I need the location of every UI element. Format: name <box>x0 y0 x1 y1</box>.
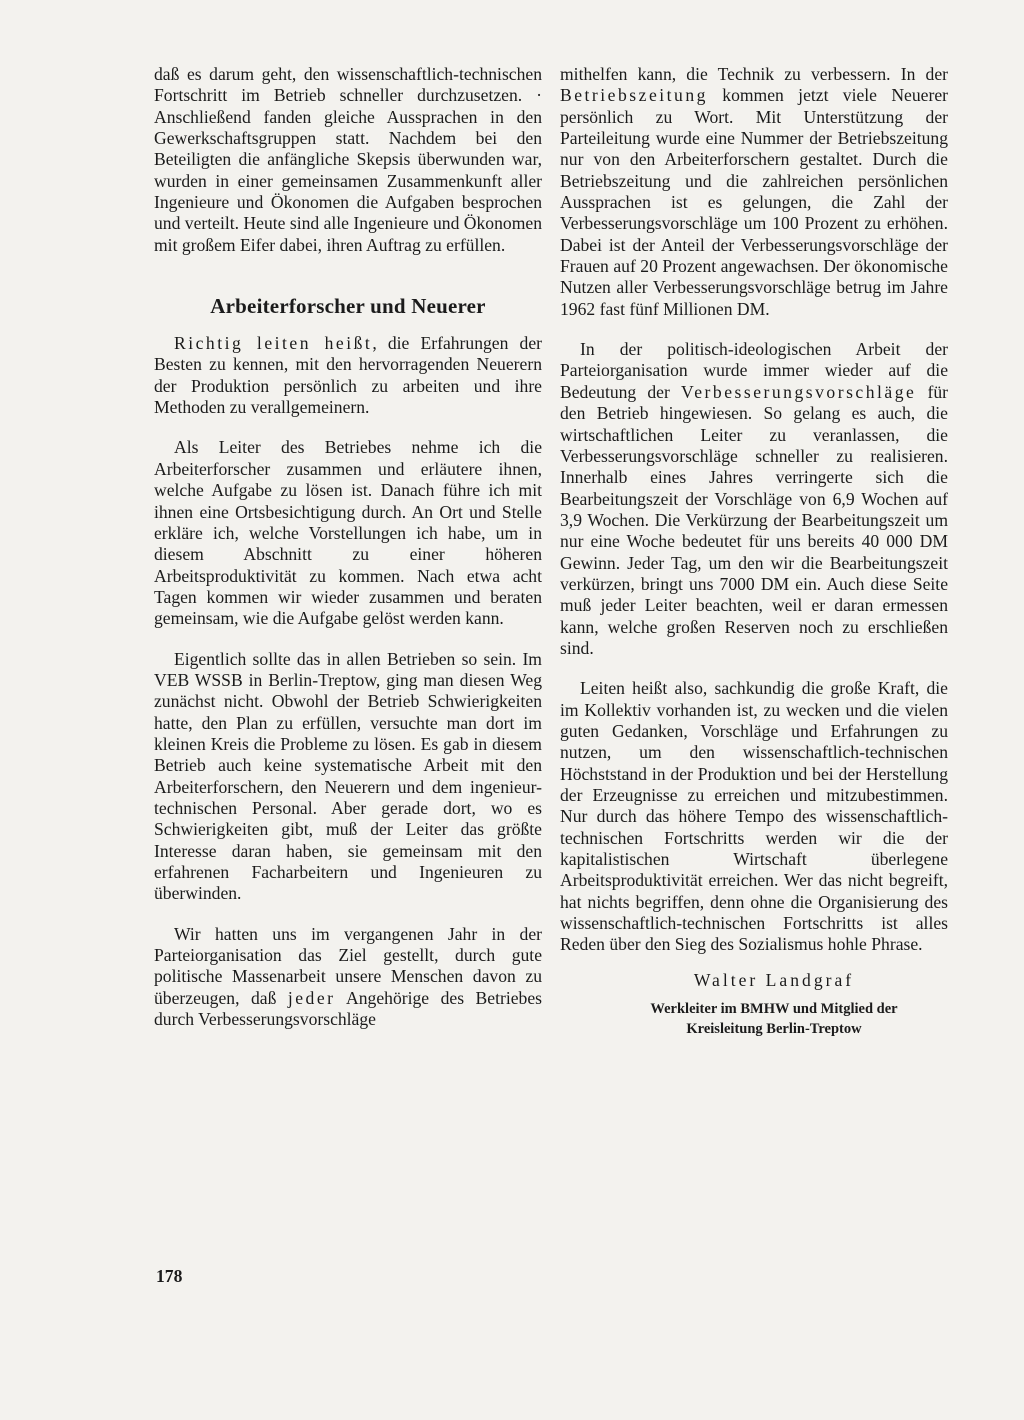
paragraph-text: für den Betrieb hingewiesen. So gelang es auch, die wirtschaftlichen Leiter zu veranlassen, die Verbesserungsvorschläge schneller zu realisieren. Innerhalb eines Jahres verringerte sich die Bearbeitungszeit der Vorschläge von 6,9 Wochen auf 3,9 Wochen. Die Verkürzung der Bearbeitungszeit um nur eine Woche bedeutet für uns bereits 40 000 DM Gewinn. Jeder Tag, um den wir die Bearbeitungszeit verkürzen, bringt uns 7000 DM ein. Auch diese Seite muß jeder Leiter beachten, weil er daran ermessen kann, welche großen Reserven noch zu erschließen sind. <box>560 381 948 658</box>
emphasized-text: Verbesserungsvorschläge <box>680 381 917 402</box>
paragraph: Leiten heißt also, sachkundig die große Kraft, die im Kollektiv vorhanden ist, zu wecken und die vielen guten Gedanken, Vorschläge und Erfahrungen zu nutzen, um den wissenschaftlich-technischen Höchststand in der Produktion und bei der Herstellung der Erzeugnisse zu erreichen und mitzubestimmen. Nur durch das höhere Tempo des wissenschaftlich-technischen Fortschritts werden wir die der kapitalistischen Wirtschaft überlegene Arbeitsproduktivität erreichen. Wer das nicht begreift, hat nichts begriffen, denn ohne die Organisierung des wissenschaftlich-technischen Fortschritts ist alles Reden über den Sieg des Sozialismus hohle Phrase. <box>560 678 948 955</box>
emphasized-text: Betriebszeitung <box>560 85 708 106</box>
paragraph-text: , die Erfahrungen der Besten zu kennen, mit den hervorragenden Neuerern der Produktion persönlich zu arbeiten und ihre Methoden zu verallgemeinern. <box>154 333 543 418</box>
paragraph <box>154 333 542 418</box>
emphasized-text: Richtig leiten heißt <box>174 333 373 354</box>
paragraph <box>560 64 948 320</box>
signature-name: Walter Landgraf <box>693 969 855 990</box>
signature-role-line: Kreisleitung Berlin-Treptow <box>686 1020 862 1037</box>
emphasized-text: jeder <box>287 987 336 1008</box>
paragraph-text: In der politisch-ideologischen Arbeit der Parteiorganisation wurde immer wieder auf die Bedeutung der <box>560 339 948 402</box>
paragraph: Als Leiter des Betriebes nehme ich die Arbeiterforscher zusammen und erläutere ihnen, welche Aufgabe zu lösen ist. Danach führe ich mit ihnen eine Ortsbesichtigung durch. An Ort und Stelle erkläre ich, welche Vorstellungen ich habe, um in diesem Abschnitt zu einer höheren Arbeitsproduktivität zu kommen. Nach etwa acht Tagen kommen wir wieder zusammen und beraten gemeinsam, wie die Aufgabe gelöst werden kann. <box>154 437 542 629</box>
right-column <box>560 64 948 1039</box>
paragraph: Eigentlich sollte das in allen Betrieben so sein. Im VEB WSSB in Berlin-Treptow, ging man diesen Weg zunächst nicht. Obwohl der Betrieb Schwierigkeiten hatte, den Plan zu erfüllen, versuchte man dort im kleinen Kreis die Probleme zu lösen. Es gab in diesem Betrieb auch keine systematische Arbeit mit den Arbeiterforschern, den Neuerern und dem ingenieur-technischen Personal. Aber gerade dort, wo es Schwierigkeiten gibt, muß der Leiter das größte Interesse daran haben, sie gemeinsam mit den erfahrenen Facharbeitern und Ingenieuren zu überwinden. <box>154 648 542 904</box>
signature-role-line: Werkleiter im BMHW und Mitglied der <box>650 1000 898 1017</box>
paragraph: daß es darum geht, den wissenschaftlich-technischen Fortschritt im Betrieb schneller durchzusetzen. · Anschließend fanden gleiche Aussprachen in den Gewerkschaftsgruppen statt. Nachdem bei den Beteiligten die anfängliche Skepsis überwunden war, wurden in einer gemeinsamen Zusammenkunft aller Ingenieure und Ökonomen die Aufgaben besprochen und verteilt. Heute sind alle Ingenieure und Ökonomen mit großem Eifer dabei, ihren Auftrag zu erfüllen. <box>154 64 542 255</box>
paragraph-text: mithelfen kann, die Technik zu verbessern. In der <box>560 64 948 84</box>
paragraph-text: Wir hatten uns im vergangenen Jahr in der Parteiorganisation das Ziel gestellt, durch gute politische Massenarbeit unsere Menschen davon zu überzeugen, daß <box>154 923 542 1008</box>
paragraph-text: kommen jetzt viele Neuerer persönlich zu Wort. Mit Unterstützung der Parteileitung wurde eine Nummer der Betriebszeitung nur von den Arbeiterforschern gestaltet. Durch die Betriebszeitung und die zahlreichen persönlichen Aussprachen ist es gelungen, die Zahl der Verbesserungsvorschläge um 100 Prozent zu erhöhen. Dabei ist der Anteil der Verbesserungsvorschläge der Frauen auf 20 Prozent angewachsen. Der ökonomische Nutzen aller Verbesserungsvorschläge betrug im Jahre 1962 fast fünf Millionen DM. <box>560 85 948 319</box>
paragraph <box>154 924 542 1031</box>
paragraph-text: Angehörige des Betriebes durch Verbesserungsvorschläge <box>154 987 542 1030</box>
page-number: 178 <box>156 1266 183 1286</box>
signature-role <box>560 999 948 1039</box>
left-column <box>154 64 542 1030</box>
paragraph <box>560 339 948 659</box>
section-heading: Arbeiterforscher und Neuerer <box>210 294 486 319</box>
